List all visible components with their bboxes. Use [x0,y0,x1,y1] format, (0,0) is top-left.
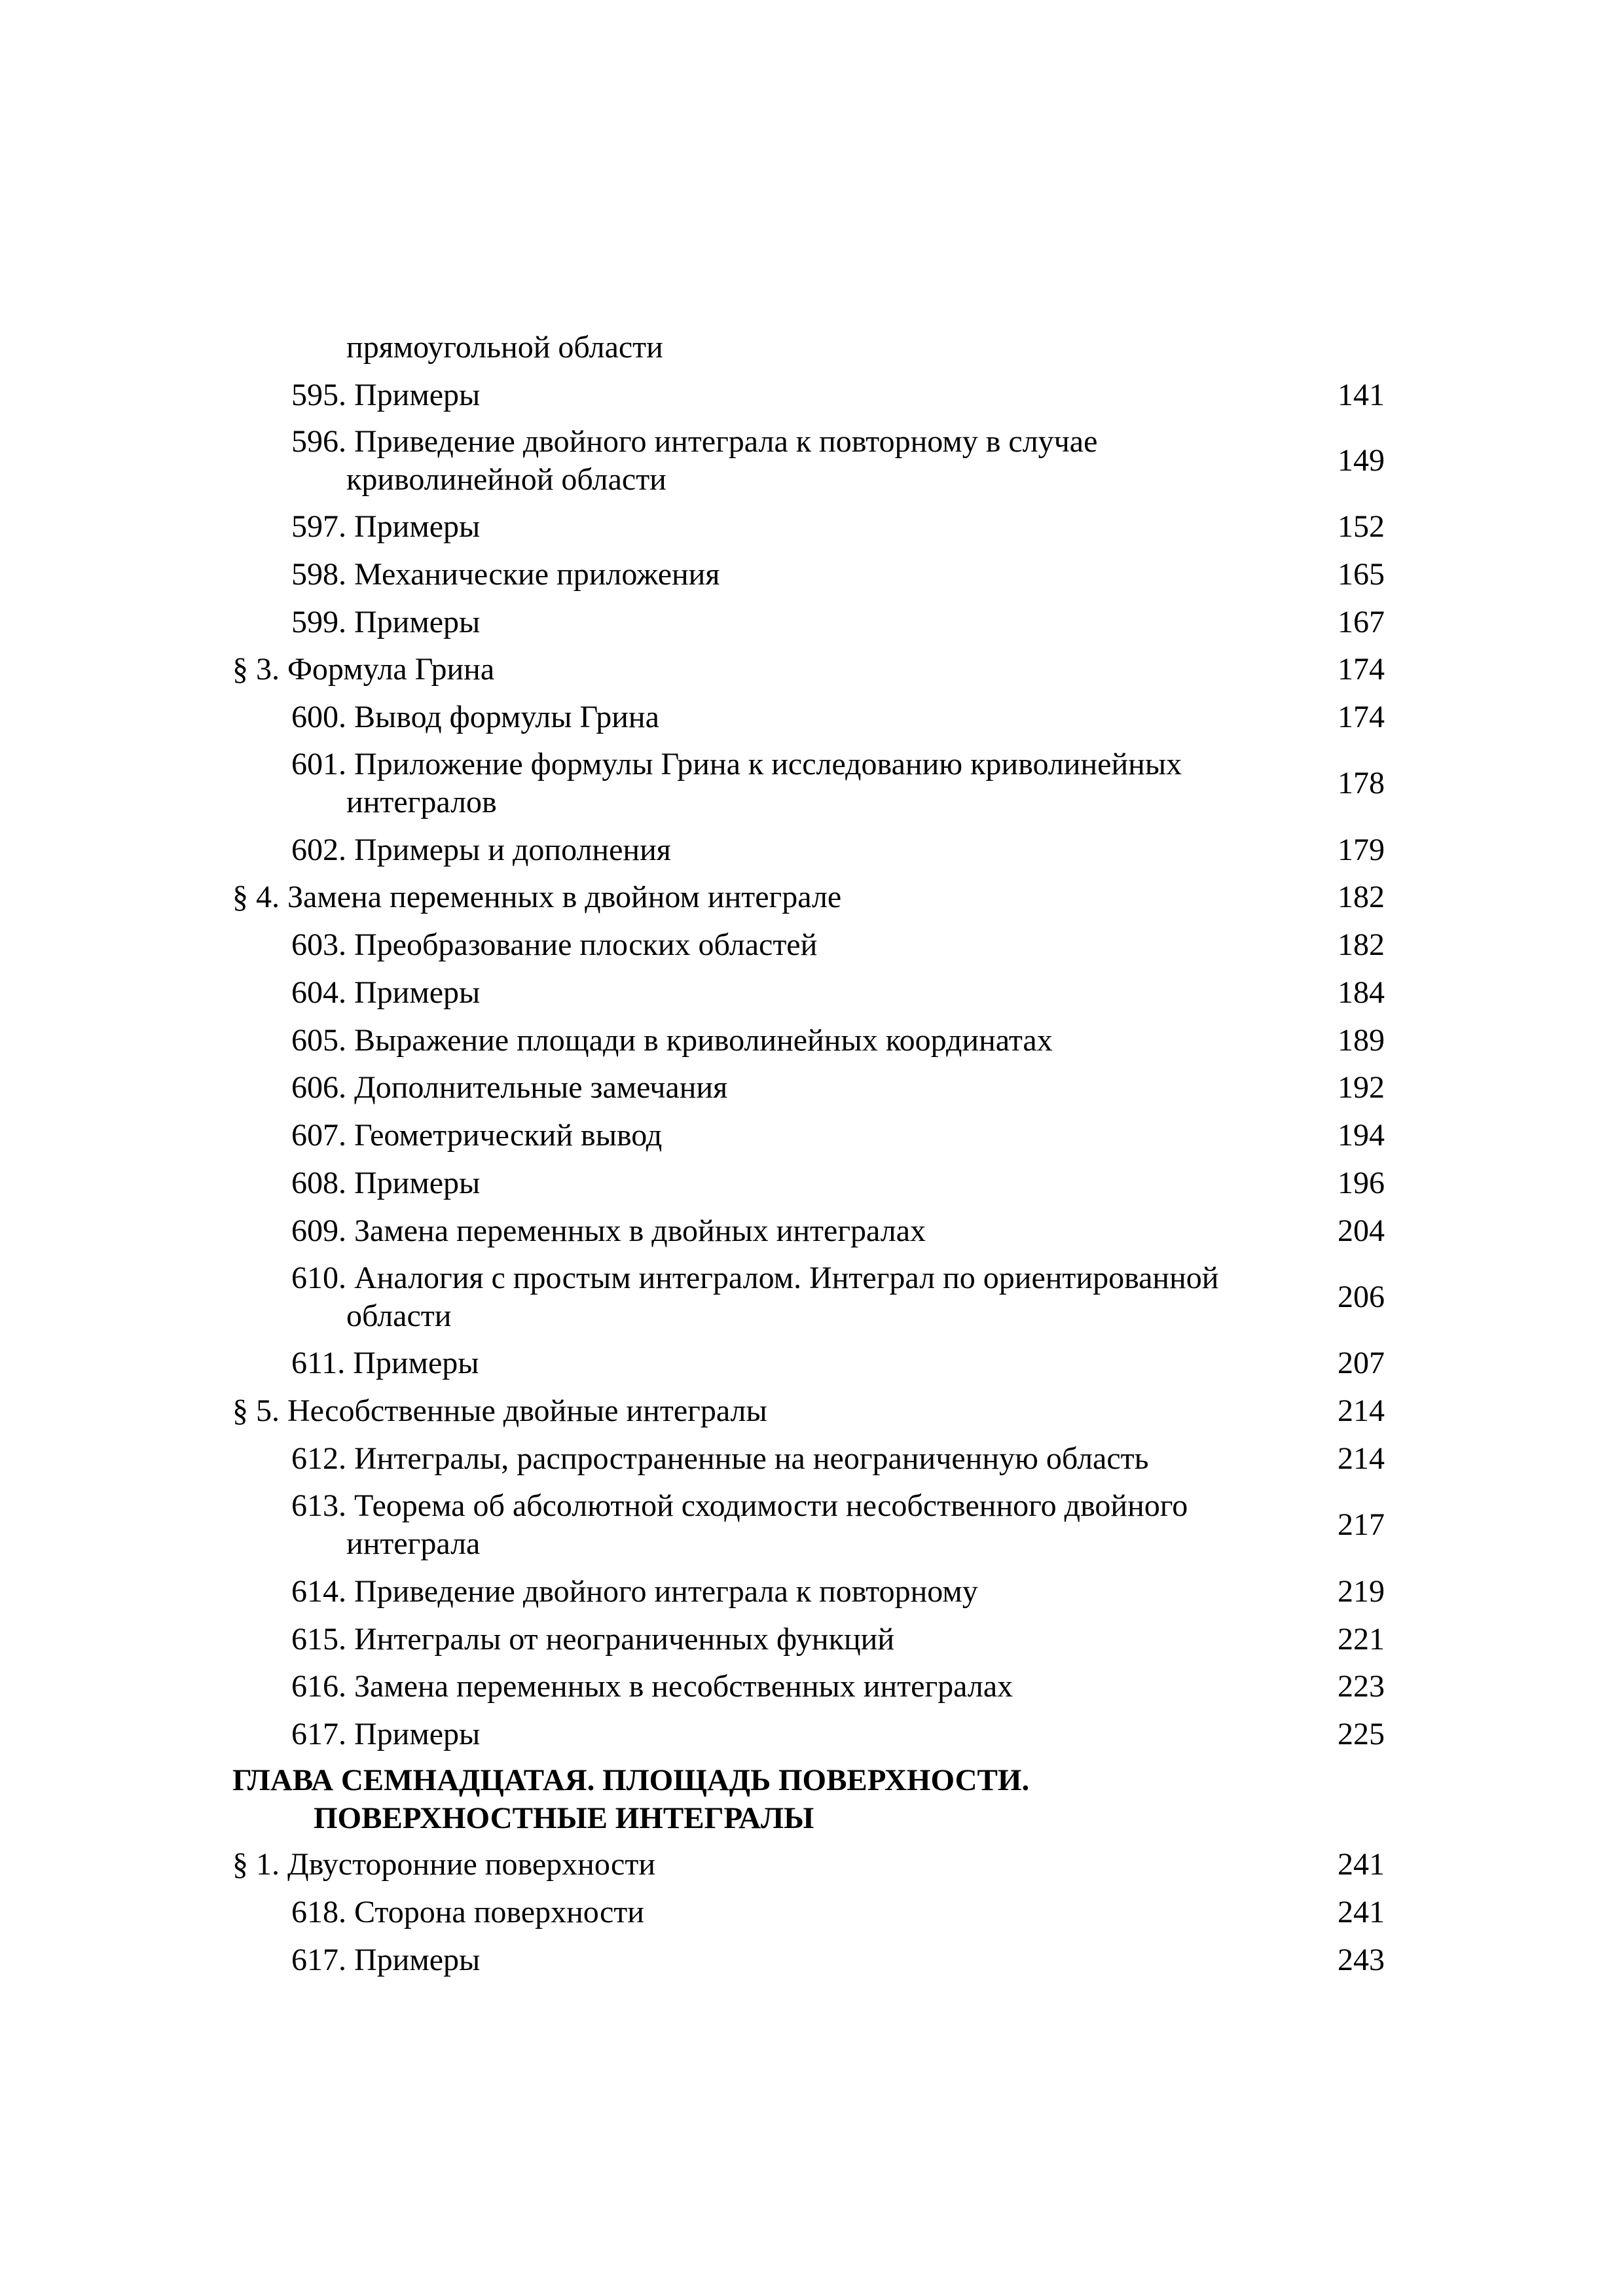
page-number: 207 [1338,1346,1385,1380]
page-number: 196 [1338,1166,1385,1200]
entry-title-line: § 3. Формула Грина [232,652,495,687]
entry-title-line: 601. Приложение формулы Грина к исследованию криволинейных [291,747,1182,781]
entry-title-line: 607. Геометрический вывод [291,1118,663,1153]
page-number: 206 [1338,1280,1385,1314]
page-number: 192 [1338,1070,1385,1105]
page-number: 165 [1338,557,1385,592]
page-number: 225 [1338,1717,1385,1751]
page-number: 174 [1338,652,1385,687]
entry-title [291,603,480,641]
entry-title-continuation: ПОВЕРХНОСТНЫЕ ИНТЕГРАЛЫ [314,1801,814,1835]
entry-title-continuation: интеграла [346,1526,481,1561]
entry-title-line: 598. Механические приложения [291,557,720,592]
entry-title [232,1846,655,1884]
page-number: 241 [1338,1847,1385,1882]
page-number: 243 [1338,1943,1385,1977]
page-number: 214 [1338,1441,1385,1476]
entry-title [291,745,1182,821]
entry-title-line: 597. Примеры [291,509,481,544]
entry-title [232,1761,1029,1837]
entry-title-line: 613. Теорема об абсолютной сходимости несобственного двойного [291,1488,1188,1523]
entry-title [232,1392,767,1430]
entry-title [291,1440,1149,1478]
entry-title-line: 605. Выражение площади в криволинейных координатах [291,1023,1053,1058]
page-number: 152 [1338,509,1385,544]
page-number: 189 [1338,1023,1385,1058]
entry-title-line: 609. Замена переменных в двойных интегралах [291,1213,926,1248]
page-number: 221 [1338,1622,1385,1657]
entry-title [291,1668,1013,1706]
entry-title [232,878,841,916]
entry-title-line: 616. Замена переменных в несобственных интегралах [291,1669,1013,1704]
entry-title-line: прямоугольной области [346,330,663,365]
entry-title-line: 602. Примеры и дополнения [291,833,671,867]
entry-title [291,1941,480,1979]
entry-title [291,1344,479,1382]
page-number: 241 [1338,1895,1385,1929]
entry-title-line: 618. Сторона поверхности [291,1895,644,1929]
page-number: 219 [1338,1574,1385,1609]
entry-title-line: 617. Примеры [291,1717,481,1751]
entry-title [291,831,671,869]
entry-title [291,423,1097,499]
entry-title-line: 595. Примеры [291,378,481,412]
entry-title [291,1212,926,1250]
entry-title [291,1573,978,1611]
entry-title-line: 606. Дополнительные замечания [291,1070,728,1105]
entry-title-continuation: криволинейной области [346,462,666,497]
entry-title [291,1164,480,1202]
page-number: 194 [1338,1118,1385,1153]
entry-title-line: § 4. Замена переменных в двойном интеграле [232,880,842,914]
entry-title-line: 615. Интегралы от неограниченных функций [291,1622,894,1657]
entry-title [291,974,480,1012]
entry-title [291,1069,727,1107]
page-number: 214 [1338,1393,1385,1428]
entry-title [291,1022,1053,1060]
page-number: 167 [1338,605,1385,639]
page-number: 184 [1338,975,1385,1010]
entry-title [232,651,494,689]
page-number: 217 [1338,1507,1385,1542]
entry-title-line: 603. Преобразование плоских областей [291,927,818,962]
page-number: 182 [1338,927,1385,962]
entry-title-line: § 5. Несобственные двойные интегралы [232,1393,767,1428]
entry-title-line: 610. Аналогия с простым интегралом. Интеграл по ориентированной [291,1261,1219,1295]
entry-title [291,1893,644,1931]
entry-title-line: 611. Примеры [291,1346,479,1380]
page-number: 204 [1338,1213,1385,1248]
entry-title-line: 612. Интегралы, распространенные на неограниченную область [291,1441,1149,1476]
entry-title-line: ГЛАВА СЕМНАДЦАТАЯ. ПЛОЩАДЬ ПОВЕРХНОСТИ. [232,1763,1030,1797]
page-number: 182 [1338,880,1385,914]
entry-title-line: 608. Примеры [291,1166,481,1200]
entry-title [291,508,480,546]
entry-title-continuation: интегралов [346,785,497,819]
entry-title [291,926,817,964]
entry-title-line: 600. Вывод формулы Грина [291,700,659,734]
entry-title-line: 614. Приведение двойного интеграла к повторному [291,1574,978,1609]
entry-title-line: 596. Приведение двойного интеграла к повторному в случае [291,424,1098,459]
page-number: 223 [1338,1669,1385,1704]
entry-title-line: § 1. Двусторонние поверхности [232,1847,656,1882]
page-number: 179 [1338,833,1385,867]
entry-title [291,1487,1188,1563]
entry-title-line: 604. Примеры [291,975,481,1010]
entry-title [291,1259,1219,1335]
page-number: 178 [1338,766,1385,800]
entry-title [291,1117,662,1155]
entry-title [291,376,480,414]
page-number: 141 [1338,378,1385,412]
entry-title [291,698,659,736]
page-number: 174 [1338,700,1385,734]
entry-title-line: 617. Примеры [291,1943,481,1977]
entry-title [291,1715,480,1753]
entry-title [291,1621,894,1659]
entry-title-line: 599. Примеры [291,605,481,639]
entry-title-continuation: области [346,1299,452,1333]
entry-title [346,329,663,367]
page-number: 149 [1338,443,1385,478]
entry-title [291,556,720,594]
